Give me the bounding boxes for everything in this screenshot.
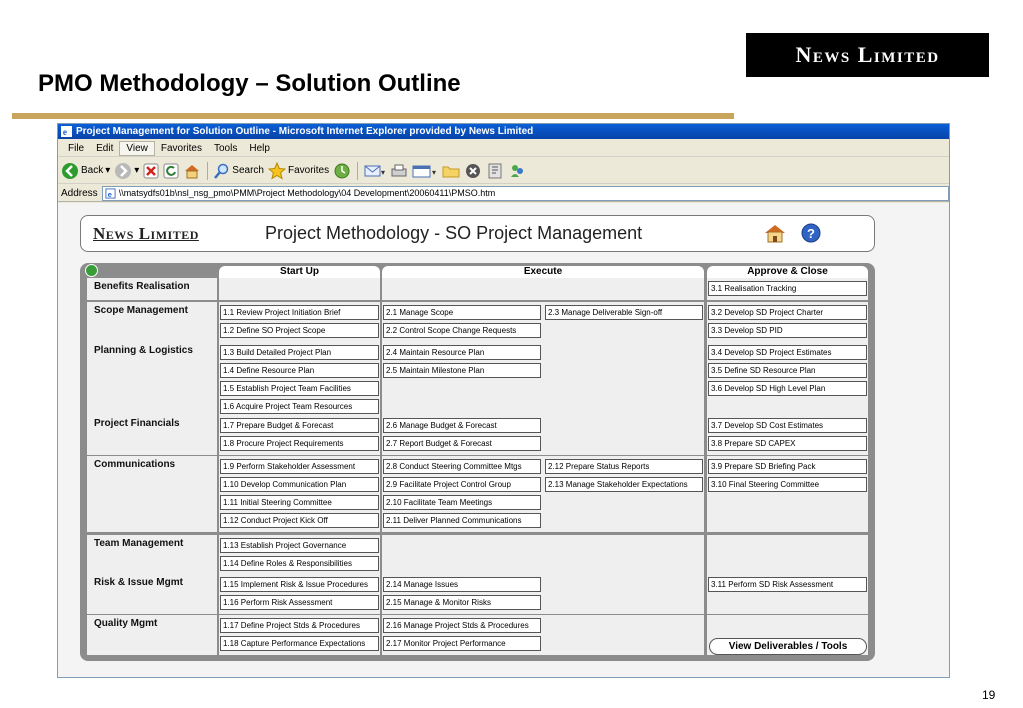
task-link[interactable]: 2.3 Manage Deliverable Sign-off (545, 305, 703, 320)
home-icon[interactable] (764, 223, 786, 243)
task-link[interactable]: 2.8 Conduct Steering Committee Mtgs (383, 459, 541, 474)
address-label: Address (61, 187, 98, 199)
task-link[interactable]: 2.10 Facilitate Team Meetings (383, 495, 541, 510)
page-number: 19 (982, 688, 996, 702)
task-link[interactable]: 3.4 Develop SD Project Estimates (708, 345, 867, 360)
favorites-label: Favorites (287, 165, 330, 176)
task-link[interactable]: 2.2 Control Scope Change Requests (383, 323, 541, 338)
task-link[interactable]: 1.9 Perform Stakeholder Assessment (220, 459, 379, 474)
logo-text: News Limited (795, 42, 940, 67)
research-icon[interactable] (486, 162, 504, 180)
task-link[interactable]: 1.16 Perform Risk Assessment (220, 595, 379, 610)
task-link[interactable]: 1.5 Establish Project Team Facilities (220, 381, 379, 396)
menu-file[interactable]: File (68, 142, 85, 154)
menu-edit[interactable]: Edit (96, 142, 114, 154)
methodology-grid (80, 263, 875, 661)
task-link[interactable]: 3.11 Perform SD Risk Assessment (708, 577, 867, 592)
address-value: \\matsydfs01b\nsl_nsg_pmo\PMM\Project Methodology\04 Development\20060411\PMSO.htm (118, 188, 496, 198)
svg-text:e: e (107, 189, 112, 199)
news-limited-logo (746, 33, 989, 77)
task-link[interactable]: 2.15 Manage & Monitor Risks (383, 595, 541, 610)
edit-icon[interactable] (412, 163, 438, 179)
home-toolbar-icon[interactable] (183, 163, 201, 179)
task-link[interactable]: 2.12 Prepare Status Reports (545, 459, 703, 474)
task-link[interactable]: 3.10 Final Steering Committee (708, 477, 867, 492)
task-link[interactable]: 1.7 Prepare Budget & Forecast (220, 418, 379, 433)
task-link[interactable]: 1.3 Build Detailed Project Plan (220, 345, 379, 360)
task-link[interactable]: 3.3 Develop SD PID (708, 323, 867, 338)
forward-button[interactable] (114, 162, 139, 180)
browser-window (57, 123, 950, 678)
task-link[interactable]: 1.11 Initial Steering Committee (220, 495, 379, 510)
task-link[interactable]: 1.4 Define Resource Plan (220, 363, 379, 378)
forward-arrow-icon (114, 162, 132, 180)
row-cell-bg (382, 535, 704, 575)
column-header-start-up: Start Up (219, 266, 380, 278)
help-icon[interactable] (801, 223, 821, 243)
task-link[interactable]: 1.6 Acquire Project Team Resources (220, 399, 379, 414)
task-link[interactable]: 2.9 Facilitate Project Control Group (383, 477, 541, 492)
view-deliverables-button[interactable]: View Deliverables / Tools (709, 638, 867, 655)
page-header (80, 215, 875, 252)
task-link[interactable]: 3.1 Realisation Tracking (708, 281, 867, 296)
svg-text:?: ? (807, 226, 815, 241)
close-circle-icon[interactable] (464, 162, 482, 180)
svg-text:▾: ▾ (381, 167, 386, 177)
task-link[interactable]: 1.2 Define SO Project Scope (220, 323, 379, 338)
back-dropdown-icon[interactable]: ▾ (105, 165, 111, 176)
task-link[interactable]: 2.17 Monitor Project Performance (383, 636, 541, 651)
row-cell-bg (707, 535, 868, 575)
task-link[interactable]: 3.7 Develop SD Cost Estimates (708, 418, 867, 433)
page-logo: News Limited (93, 224, 199, 243)
row-label: Team Management (94, 538, 184, 549)
task-link[interactable]: 2.1 Manage Scope (383, 305, 541, 320)
page-heading: Project Methodology - SO Project Management (265, 223, 643, 243)
toolbar-separator (207, 162, 208, 180)
row-label: Project Financials (94, 418, 180, 429)
toolbar-separator (357, 162, 358, 180)
browser-toolbar (58, 158, 949, 184)
back-arrow-icon (61, 162, 79, 180)
task-link[interactable]: 2.16 Manage Project Stds & Procedures (383, 618, 541, 633)
column-header-execute: Execute (382, 266, 704, 278)
row-label: Planning & Logistics (94, 345, 193, 356)
search-button[interactable] (214, 163, 264, 179)
task-link[interactable]: 2.14 Manage Issues (383, 577, 541, 592)
menu-help[interactable]: Help (249, 142, 270, 154)
stop-icon[interactable] (143, 163, 159, 179)
task-link[interactable]: 3.9 Prepare SD Briefing Pack (708, 459, 867, 474)
up-arrow-icon[interactable] (85, 264, 98, 277)
page-icon (105, 188, 116, 199)
refresh-icon[interactable] (163, 163, 179, 179)
task-link[interactable]: 2.4 Maintain Resource Plan (383, 345, 541, 360)
row-label: Scope Management (94, 305, 188, 316)
address-field[interactable] (102, 186, 949, 201)
folder-icon[interactable] (442, 163, 460, 179)
ie-icon (61, 126, 72, 137)
page-viewport (58, 203, 949, 678)
svg-text:e: e (62, 127, 67, 137)
page-content (58, 203, 949, 678)
history-icon[interactable] (333, 162, 351, 180)
task-link[interactable]: 1.14 Define Roles & Responsibilities (220, 556, 379, 571)
favorites-button[interactable] (268, 162, 329, 180)
task-link[interactable]: 2.5 Maintain Milestone Plan (383, 363, 541, 378)
task-link[interactable]: 1.12 Conduct Project Kick Off (220, 513, 379, 528)
task-link[interactable]: 1.17 Define Project Stds & Procedures (220, 618, 379, 633)
search-label: Search (232, 165, 264, 176)
menu-tools[interactable]: Tools (213, 142, 238, 154)
task-link[interactable]: 3.6 Develop SD High Level Plan (708, 381, 867, 396)
task-link[interactable]: 3.2 Develop SD Project Charter (708, 305, 867, 320)
task-link[interactable]: 1.15 Implement Risk & Issue Procedures (220, 577, 379, 592)
back-label: Back (81, 165, 104, 176)
task-link[interactable]: 3.5 Define SD Resource Plan (708, 363, 867, 378)
task-link[interactable]: 1.13 Establish Project Governance (220, 538, 379, 553)
task-link[interactable]: 1.10 Develop Communication Plan (220, 477, 379, 492)
row-label: Communications (94, 459, 176, 470)
slide-title: PMO Methodology – Solution Outline (38, 70, 461, 97)
window-titlebar (58, 124, 949, 139)
task-link[interactable]: 2.6 Manage Budget & Forecast (383, 418, 541, 433)
task-link[interactable]: 2.7 Report Budget & Forecast (383, 436, 541, 451)
row-cell-bg (382, 278, 704, 300)
mail-icon[interactable] (364, 163, 386, 179)
title-divider (12, 113, 734, 119)
forward-dropdown-icon[interactable]: ▾ (134, 165, 140, 176)
search-icon (214, 163, 230, 179)
row-label: Risk & Issue Mgmt (94, 577, 183, 588)
window-title: Project Management for Solution Outline - Microsoft Internet Explorer provided by News Limited (76, 126, 534, 137)
messenger-icon[interactable] (508, 162, 526, 180)
task-link[interactable]: 1.1 Review Project Initiation Brief (220, 305, 379, 320)
menu-view[interactable]: View (119, 141, 155, 156)
print-icon[interactable] (390, 163, 408, 179)
menu-bar (58, 140, 949, 157)
svg-text:▾: ▾ (432, 167, 437, 177)
column-header-approve-close: Approve & Close (707, 266, 868, 278)
task-link[interactable]: 1.8 Procure Project Requirements (220, 436, 379, 451)
task-link[interactable]: 2.13 Manage Stakeholder Expectations (545, 477, 703, 492)
back-button[interactable] (61, 162, 110, 180)
favorites-star-icon (268, 162, 286, 180)
task-link[interactable]: 2.11 Deliver Planned Communications (383, 513, 541, 528)
address-bar (58, 185, 949, 202)
row-label: Benefits Realisation (94, 281, 190, 292)
row-label: Quality Mgmt (94, 618, 158, 629)
menu-favorites[interactable]: Favorites (160, 142, 202, 154)
task-link[interactable]: 1.18 Capture Performance Expectations (220, 636, 379, 651)
row-cell-bg (219, 278, 380, 300)
task-link[interactable]: 3.8 Prepare SD CAPEX (708, 436, 867, 451)
